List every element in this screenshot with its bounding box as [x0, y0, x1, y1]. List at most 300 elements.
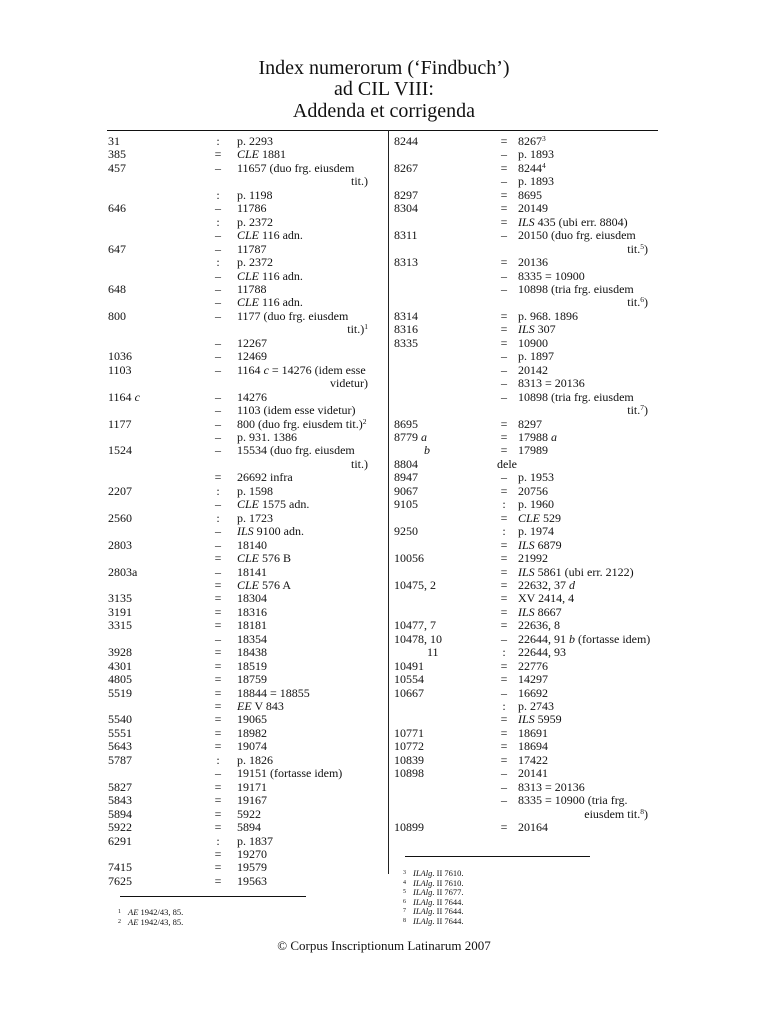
index-entry: [108, 296, 378, 309]
relation-symbol: =: [500, 551, 508, 566]
index-entry: [108, 162, 378, 189]
entry-number: 7415: [108, 860, 132, 875]
entry-reference: 11788: [237, 281, 267, 296]
relation-symbol: –: [501, 766, 507, 781]
footnote-text: ILAlg. II 7610.: [413, 868, 464, 878]
entry-reference: 19151 (fortasse idem): [237, 766, 343, 781]
entry-reference: p. 931. 1386: [237, 429, 297, 444]
index-entry: [108, 431, 378, 444]
entry-reference: CLE 116 adn.: [237, 295, 303, 310]
index-entry: [393, 767, 658, 780]
index-entry: [393, 471, 658, 484]
entry-reference: CLE 116 adn.: [237, 268, 303, 283]
entry-number: 11: [394, 645, 439, 660]
entry-number: 10056: [394, 551, 424, 566]
relation-symbol: =: [500, 564, 508, 579]
entry-number: 3315: [108, 618, 132, 633]
index-entry: [108, 592, 378, 605]
entry-reference: 22644, 91 b (fortasse idem): [518, 631, 651, 646]
index-entry: [393, 189, 658, 202]
entry-reference: 19579: [237, 860, 267, 875]
relation-symbol: =: [500, 335, 508, 350]
entry-reference: p. 1723: [237, 510, 273, 525]
entry-number: 8267: [394, 160, 418, 175]
entry-reference: 18759: [237, 672, 267, 687]
index-entry: [108, 135, 378, 148]
entry-reference: 8335 = 10900: [518, 268, 585, 283]
index-entry: [393, 606, 658, 619]
entry-reference: 18181: [237, 618, 267, 633]
entry-reference: 18519: [237, 658, 267, 673]
index-entry: [108, 861, 378, 874]
entry-number: 8779 a: [394, 429, 427, 444]
entry-reference: 18141: [237, 564, 267, 579]
entry-number: 8947: [394, 470, 418, 485]
index-entry: [393, 458, 658, 471]
entry-reference: p. 1893: [518, 147, 554, 162]
entry-reference: 26692 infra: [237, 470, 293, 485]
relation-symbol: =: [500, 160, 508, 175]
relation-symbol: =: [214, 712, 222, 727]
index-entry: [393, 323, 658, 336]
relation-symbol: =: [500, 187, 508, 202]
relation-symbol: –: [215, 308, 221, 323]
entry-reference: 12267: [237, 335, 267, 350]
entry-reference: p. 1837: [237, 833, 273, 848]
footnote-marker: 5: [403, 889, 406, 895]
entry-number: 9067: [394, 483, 418, 498]
entry-reference: ILS 5861 (ubi err. 2122): [518, 564, 634, 579]
entry-number: 10477, 7: [394, 618, 436, 633]
footnote-text: AE 1942/43, 85.: [128, 916, 184, 927]
entry-reference: 18982: [237, 725, 267, 740]
index-entry: [393, 781, 658, 794]
footnote-marker: 4: [403, 879, 406, 886]
relation-symbol: =: [500, 322, 508, 337]
relation-symbol: :: [216, 255, 220, 270]
index-entry: [393, 431, 658, 444]
entry-reference: 8695: [518, 187, 542, 202]
relation-symbol: =: [500, 483, 508, 498]
relation-symbol: –: [501, 228, 507, 243]
entry-reference: 20164: [518, 820, 548, 835]
relation-symbol: =: [500, 739, 508, 754]
index-entry: [393, 377, 658, 390]
entry-number: 647: [108, 241, 126, 256]
entry-reference: 8335 = 10900 (tria frg. eiusdem tit.$^8$): [518, 793, 648, 821]
index-entry: [108, 512, 378, 525]
entry-reference: 18304: [237, 591, 267, 606]
entry-reference: CLE 529: [518, 510, 562, 525]
index-entry: [108, 646, 378, 659]
entry-number: 3135: [108, 591, 132, 606]
entry-reference: p. 2743: [518, 699, 554, 714]
relation-symbol: =: [214, 604, 222, 619]
entry-number: 5551: [108, 725, 132, 740]
entry-reference: 10900: [518, 335, 548, 350]
relation-symbol: –: [215, 443, 221, 458]
relation-symbol: =: [214, 779, 222, 794]
index-entry: [393, 579, 658, 592]
relation-symbol: =: [214, 577, 222, 592]
entry-reference: 20141: [518, 766, 548, 781]
index-entry: [393, 673, 658, 686]
index-entry: [108, 498, 378, 511]
index-entry: [393, 592, 658, 605]
entry-reference: 19270: [237, 847, 267, 862]
entry-reference: CLE 576 A: [237, 577, 292, 592]
relation-symbol: :: [502, 524, 506, 539]
index-entry: [393, 256, 658, 269]
index-entry: [393, 350, 658, 363]
relation-symbol: –: [501, 376, 507, 391]
relation-symbol: –: [501, 268, 507, 283]
entry-number: 2207: [108, 483, 132, 498]
index-entry: [393, 727, 658, 740]
entry-number: 8311: [394, 228, 418, 243]
entry-number: 10554: [394, 672, 424, 687]
relation-symbol: :: [502, 497, 506, 512]
index-entry: [108, 337, 378, 350]
entry-reference: p. 1974: [518, 524, 554, 539]
entry-reference: CLE 116 adn.: [237, 228, 303, 243]
entry-reference: p. 1598: [237, 483, 273, 498]
entry-number: 6291: [108, 833, 132, 848]
entry-reference: 11657 (duo frg. eiusdem tit.): [237, 160, 368, 189]
relation-symbol: –: [215, 241, 221, 256]
relation-symbol: –: [215, 537, 221, 552]
footnote-rule-left: [120, 896, 306, 897]
entry-number: 648: [108, 281, 126, 296]
entry-number: 9105: [394, 497, 418, 512]
entry-reference: 11787: [237, 241, 267, 256]
index-entry: [108, 754, 378, 767]
footnote-text: AE 1942/43, 85.: [128, 907, 184, 917]
index-entry: [393, 566, 658, 579]
copyright-notice: © Corpus Inscriptionum Latinarum 2007: [277, 938, 491, 953]
entry-reference: 19167: [237, 793, 267, 808]
entry-reference: 20142: [518, 362, 548, 377]
entry-number: 9250: [394, 524, 418, 539]
index-entry: [108, 539, 378, 552]
entry-number: 4805: [108, 672, 132, 687]
entry-number: 5787: [108, 752, 132, 767]
index-entry: [108, 525, 378, 538]
relation-symbol: =: [500, 752, 508, 767]
relation-symbol: =: [500, 672, 508, 687]
index-entry: [393, 270, 658, 283]
page-title-line-3: Addenda et corrigenda: [292, 100, 476, 122]
entry-number: 3191: [108, 604, 132, 619]
entry-reference: 17988 a: [518, 429, 557, 444]
index-entry: [108, 660, 378, 673]
index-entry: [393, 444, 658, 457]
index-entry: [108, 767, 378, 780]
index-entry: [393, 283, 658, 310]
entry-reference: CLE 1881: [237, 147, 287, 162]
entry-reference: 22644, 93: [518, 645, 566, 660]
entry-number: 10771: [394, 725, 424, 740]
entry-reference: 18844 = 18855: [237, 685, 310, 700]
index-entry: [393, 162, 658, 175]
entry-reference: 18691: [518, 725, 548, 740]
relation-symbol: =: [500, 577, 508, 592]
entry-reference: 14276: [237, 389, 267, 404]
relation-symbol: =: [214, 699, 222, 714]
entry-reference: 19065: [237, 712, 267, 727]
relation-symbol: –: [215, 201, 221, 216]
entry-number: 1164 c: [108, 389, 140, 404]
relation-symbol: =: [214, 591, 222, 606]
index-entry: [393, 216, 658, 229]
entry-number: 5894: [108, 806, 132, 821]
index-entry: [393, 633, 658, 646]
footnote-marker: 1: [118, 909, 121, 915]
relation-symbol: –: [215, 349, 221, 364]
entry-reference: 15534 (duo frg. eiusdem tit.): [237, 443, 368, 471]
footnote-marker: 8: [403, 917, 406, 924]
entry-number: 10667: [394, 685, 424, 700]
relation-symbol: –: [215, 281, 221, 296]
entry-reference: p. 2293: [237, 134, 273, 148]
relation-symbol: –: [215, 416, 221, 431]
relation-symbol: :: [216, 833, 220, 848]
index-entry: [108, 444, 378, 471]
index-entry: [393, 135, 658, 148]
index-entry: [108, 633, 378, 646]
relation-symbol: :: [502, 645, 506, 660]
entry-reference: 5894: [237, 820, 261, 835]
relation-symbol: –: [501, 147, 507, 162]
relation-symbol: =: [214, 551, 222, 566]
relation-symbol: –: [215, 268, 221, 283]
entry-number: 2803: [108, 537, 132, 552]
index-entry: [393, 794, 658, 821]
relation-symbol: =: [214, 847, 222, 862]
index-entry: [108, 727, 378, 740]
index-entry: [108, 364, 378, 391]
index-entry: [108, 148, 378, 161]
relation-symbol: =: [214, 147, 222, 162]
relation-symbol: =: [214, 685, 222, 700]
header-rule: [107, 130, 658, 131]
relation-symbol: =: [500, 591, 508, 606]
relation-symbol: :: [216, 510, 220, 525]
relation-symbol: –: [215, 362, 221, 377]
relation-symbol: –: [215, 524, 221, 539]
entry-reference: EE V 843: [237, 699, 284, 714]
footnote-text: ILAlg. II 7677.: [413, 887, 464, 897]
entry-reference: 18694: [518, 739, 548, 754]
entry-reference: p. 1953: [518, 470, 554, 485]
index-entry: [393, 525, 658, 538]
entry-reference: 5922: [237, 806, 261, 821]
entry-reference: 22636, 8: [518, 618, 560, 633]
relation-symbol: –: [215, 228, 221, 243]
entry-reference: p. 968. 1896: [518, 308, 578, 323]
entry-reference: p. 1826: [237, 752, 273, 767]
relation-symbol: =: [214, 645, 222, 660]
entry-reference: 12469: [237, 349, 267, 364]
entry-number: 8244: [394, 134, 418, 148]
relation-symbol: –: [215, 335, 221, 350]
page-title-line-2: ad CIL VIII:: [334, 78, 434, 100]
index-entry: [108, 229, 378, 242]
index-entry: [393, 754, 658, 767]
entry-reference: 1177 (duo frg. eiusdem tit.)$^1$: [237, 308, 368, 337]
entry-reference: 20150 (duo frg. eiusdem tit.$^5$): [518, 228, 648, 256]
entry-number: 8297: [394, 187, 418, 202]
relation-symbol: –: [215, 429, 221, 444]
entry-reference: 10898 (tria frg. eiusdem tit.$^7$): [518, 389, 648, 418]
index-entry: [108, 700, 378, 713]
index-entry: [108, 673, 378, 686]
relation-symbol: =: [214, 793, 222, 808]
index-entry: [108, 202, 378, 215]
footnotes-left: [118, 908, 183, 927]
footnote-marker: 3: [403, 870, 406, 876]
entry-reference: 22776: [518, 658, 548, 673]
relation-symbol: –: [501, 470, 507, 485]
index-entry: [108, 552, 378, 565]
relation-symbol: =: [500, 443, 508, 458]
relation-symbol: =: [214, 672, 222, 687]
relation-symbol: =: [214, 618, 222, 633]
entry-reference: p. 1198: [237, 187, 273, 202]
entry-reference: 18354: [237, 631, 267, 646]
entry-reference: p. 2372: [237, 255, 273, 270]
relation-symbol: =: [500, 308, 508, 323]
relation-symbol: :: [216, 483, 220, 498]
index-entry: [393, 619, 658, 632]
relation-symbol: –: [215, 160, 221, 175]
footnote-marker: 2: [118, 918, 121, 925]
relation-symbol: =: [500, 537, 508, 552]
entry-reference: 11786: [237, 201, 267, 216]
relation-symbol: dele: [497, 456, 517, 471]
entry-reference: 19074: [237, 739, 267, 754]
relation-symbol: =: [500, 725, 508, 740]
entry-reference: XV 2414, 4: [518, 591, 575, 606]
footnote: [403, 917, 464, 927]
relation-symbol: :: [216, 214, 220, 229]
entry-reference: ILS 8667: [518, 604, 562, 619]
index-entry: [108, 781, 378, 794]
entry-reference: ILS 5959: [518, 712, 562, 727]
index-entry: [393, 175, 658, 188]
index-entry: [108, 794, 378, 807]
entry-number: 800: [108, 308, 126, 323]
relation-symbol: =: [500, 712, 508, 727]
index-entry: [108, 243, 378, 256]
entry-reference: 8297: [518, 416, 542, 431]
index-entry: [108, 485, 378, 498]
index-entry: [108, 310, 378, 337]
entry-number: 10899: [394, 820, 424, 835]
entry-number: 1036: [108, 349, 132, 364]
index-entry: [108, 619, 378, 632]
index-entry: [393, 687, 658, 700]
index-entry: [108, 606, 378, 619]
entry-reference: ILS 435 (ubi err. 8804): [518, 214, 628, 229]
index-entry: [108, 270, 378, 283]
column-divider: [388, 130, 389, 874]
index-entry: [393, 512, 658, 525]
index-entry: [393, 391, 658, 418]
relation-symbol: –: [215, 403, 221, 418]
relation-symbol: =: [500, 618, 508, 633]
index-entry: [108, 189, 378, 202]
index-entry: [393, 337, 658, 350]
entry-number: 2560: [108, 510, 132, 525]
relation-symbol: =: [214, 739, 222, 754]
relation-symbol: :: [216, 752, 220, 767]
entry-reference: 8313 = 20136: [518, 376, 585, 391]
footnote-marker: 6: [403, 898, 406, 905]
entry-number: b: [424, 443, 430, 458]
relation-symbol: =: [500, 429, 508, 444]
footnotes-right: [403, 869, 464, 926]
entry-number: 4301: [108, 658, 132, 673]
relation-symbol: –: [215, 766, 221, 781]
index-entry: [393, 498, 658, 511]
relation-symbol: =: [214, 806, 222, 821]
entry-number: 2803a: [108, 564, 138, 579]
index-entry: [393, 660, 658, 673]
index-entry: [393, 700, 658, 713]
relation-symbol: =: [214, 470, 222, 485]
relation-symbol: =: [500, 510, 508, 525]
entry-reference: 17422: [518, 752, 548, 767]
entry-number: 646: [108, 201, 126, 216]
entry-number: 10475, 2: [394, 577, 436, 592]
entry-reference: p. 1893: [518, 174, 554, 189]
entry-reference: p. 1960: [518, 497, 554, 512]
relation-symbol: =: [214, 658, 222, 673]
relation-symbol: :: [502, 699, 506, 714]
index-entry: [108, 848, 378, 861]
footnote-text: ILAlg. II 7644.: [413, 906, 464, 916]
footnote: [118, 918, 183, 928]
index-entry: [108, 283, 378, 296]
relation-symbol: =: [214, 873, 222, 888]
relation-symbol: =: [214, 860, 222, 875]
index-entry: [393, 821, 658, 834]
entry-reference: 21992: [518, 551, 548, 566]
index-entry: [108, 821, 378, 834]
relation-symbol: :: [216, 187, 220, 202]
entry-number: 8804: [394, 456, 418, 471]
relation-symbol: =: [500, 201, 508, 216]
index-entry: [108, 835, 378, 848]
entry-reference: 19563: [237, 873, 267, 888]
entry-reference: ILS 9100 adn.: [237, 524, 304, 539]
index-entry: [393, 229, 658, 256]
entry-reference: 1103 (idem esse videtur): [237, 403, 356, 418]
entry-number: 385: [108, 147, 126, 162]
entry-reference: 18438: [237, 645, 267, 660]
entry-reference: p. 2372: [237, 214, 273, 229]
footnote-marker: 7: [403, 908, 406, 914]
entry-number: 1524: [108, 443, 132, 458]
entry-reference: 20756: [518, 483, 548, 498]
relation-symbol: =: [500, 214, 508, 229]
entry-number: 31: [108, 134, 120, 148]
relation-symbol: =: [500, 604, 508, 619]
index-entry: [108, 256, 378, 269]
page-title-line-1: Index numerorum (‘Findbuch’): [258, 57, 510, 79]
entry-number: 10491: [394, 658, 424, 673]
